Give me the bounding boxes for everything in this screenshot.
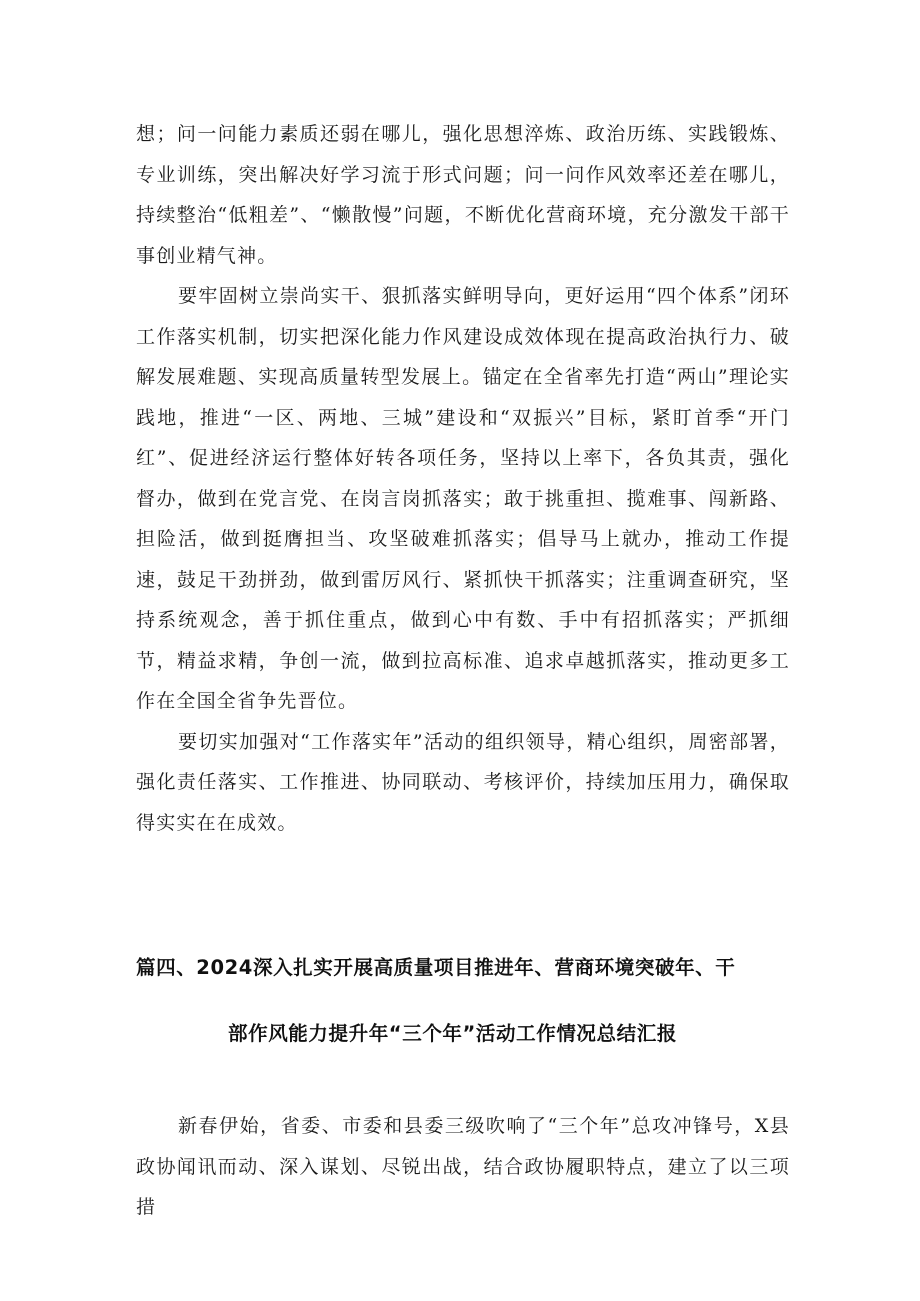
section-heading-line-1: 篇四、2024深入扎实开展高质量项目推进年、营商环境突破年、干 [136,956,736,979]
paragraph-leadership: 要切实加强对“工作落实年”活动的组织领导，精心组织，周密部署，强化责任落实、工作推进、协同联动、考核评价，持续加压用力，确保取得实实在在成效。 [136,730,790,834]
body-text-lower [136,1106,790,1228]
body-text-upper [136,114,790,843]
paragraph-continuation: 想；问一问能力素质还弱在哪儿，强化思想淬炼、政治历练、实践锻炼、专业训练，突出解决好学习流于形式问题；问一问作风效率还差在哪儿，持续整治“低粗差”、“懒散慢”问题，不断优化营商环境，充分激发干部干事创业精气神。 [136,123,790,267]
section-heading-line-2: 部作风能力提升年“三个年”活动工作情况总结汇报 [228,1022,677,1045]
paragraph-implementation: 要牢固树立崇尚实干、狠抓落实鲜明导向，更好运用“四个体系”闭环工作落实机制，切实把深化能力作风建设成效体现在提高政治执行力、破解发展难题、实现高质量转型发展上。锚定在全省率先打造“两山”理论实践地，推进“一区、两地、三城”建设和“双振兴”目标，紧盯首季“开门红”、促进经济运行整体好转各项任务，坚持以上率下，各负其责，强化督办，做到在党言党、在岗言岗抓落实；敢于挑重担、揽难事、闯新路、担险活，做到挺膺担当、攻坚破难抓落实；倡导马上就办，推动工作提速，鼓足干劲拼劲，做到雷厉风行、紧抓快干抓落实；注重调查研究，坚持系统观念，善于抓住重点，做到心中有数、手中有招抓落实；严抓细节，精益求精，争创一流，做到拉高标准、追求卓越抓落实，推动更多工作在全国全省争先晋位。 [136,285,790,712]
paragraph-intro: 新春伊始，省委、市委和县委三级吹响了“三个年”总攻冲锋号，X县政协闻讯而动、深入谋划、尽锐出战，结合政协履职特点，建立了以三项措 [136,1115,790,1218]
